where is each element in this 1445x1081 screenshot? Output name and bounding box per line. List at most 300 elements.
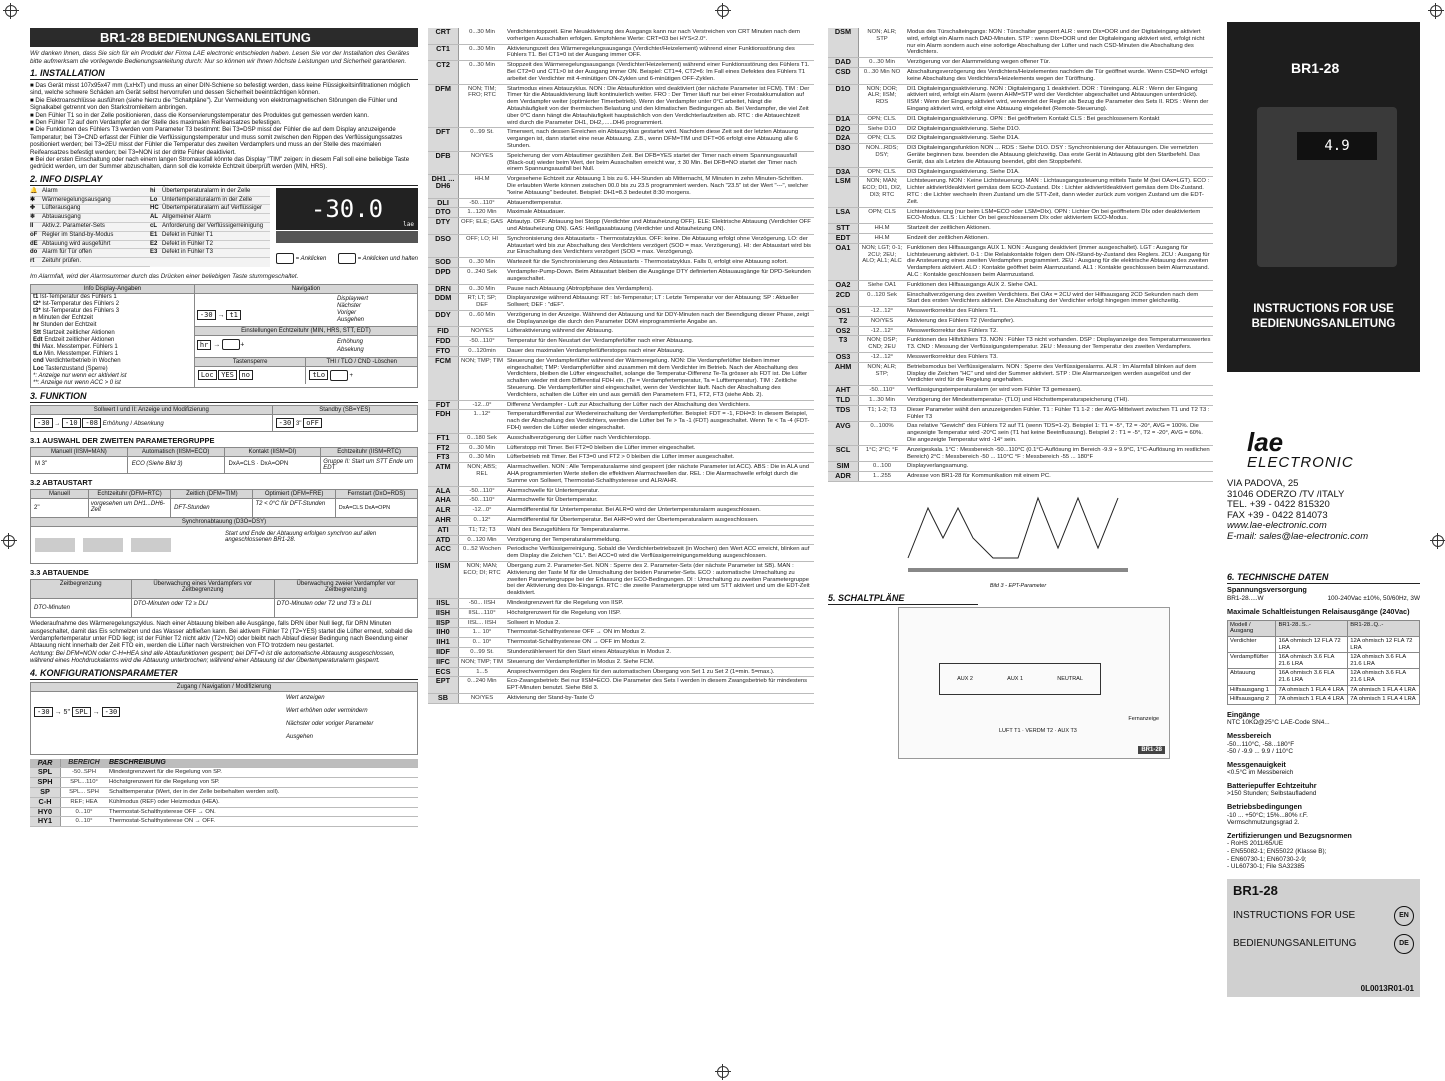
param-range: NON; ALR; STP [859, 28, 906, 58]
param-desc: Ansprechvermögen des Reglers für den automatischen Übergang von Set 1 zu Set 2 (1=min. 5=max.). [505, 667, 814, 677]
param-desc: Verdampfer-Pump-Down. Beim Abtaustart bleiben die Ausgänge DTY definierten Abtauausgänge für DPD-Sekunden ausgeschaltet. [505, 267, 814, 284]
param-code: CT2 [428, 61, 459, 84]
param-code: ALA [428, 486, 459, 496]
param-range: OPN; CLS. [859, 134, 906, 144]
eco-label: ECO (Siehe Bild 3) [131, 461, 183, 468]
param-desc: Mindestgrenzwert für die Regelung von SP. [107, 768, 418, 778]
wiring-model: BR1-28 [1138, 746, 1165, 754]
param-range: NON; TMP; TIM [459, 356, 506, 400]
param-desc: Alarmdifferential für Übertemperatur. Bei AHR=0 wird der Übertemperaturalarm ausgeschlossen. [505, 516, 814, 526]
param-row [828, 28, 1213, 58]
param-range: NON...RDS; DSY; [859, 144, 906, 167]
step-label: Nächster oder voriger Parameter [286, 720, 374, 727]
column-2 [428, 28, 814, 704]
param-code: SB [428, 693, 459, 703]
params-table-3 [828, 28, 1213, 482]
col-header: Fernstart (DxO=RDS) [336, 490, 417, 499]
col-header: PAR [30, 759, 61, 768]
param-range: NON; LGT; 0-1; 2CU; 2EU; ALO; AL1; ALC [859, 243, 906, 280]
section-tech-title: 6. TECHNISCHE DATEN [1227, 572, 1420, 584]
param-code: IISH [428, 608, 459, 618]
param-row [828, 316, 1213, 326]
param-code: D1O [828, 84, 859, 114]
param-row [828, 134, 1213, 144]
param-code: D3A [828, 167, 859, 177]
dft-label: DFT-Stunden [174, 505, 210, 512]
params-table-2 [428, 28, 814, 704]
param-desc: Kühlmodus (REF) oder Heizmodus (HEA). [107, 797, 418, 807]
legend-item: dE Abtauung wird ausgeführt [30, 241, 150, 250]
param-desc: Verdichterstoppzeit. Eine Neuaktivierung des Ausgangs kann nur nach Verstreichen von CRT Minuten nach dem vorherigen Ausschalten erfolgen. Empfohlene Werte: CRT=03 bei HYS<2.0°. [505, 28, 814, 44]
param-code: SIM [828, 462, 859, 472]
param-code: 2CD [828, 290, 859, 307]
param-range: 0...60 Min [459, 310, 506, 327]
param-code: D2A [828, 134, 859, 144]
param-desc: Lüfterstopp mit Timer. Bei FT2=0 bleiben die Lüfter immer eingeschaltet. [505, 443, 814, 453]
param-row [428, 677, 814, 694]
parameter-set-box: Manuell (IISM=MAN) M 3'' Automatisch (IISM=ECO) ECO (Siehe Bild 3) Kontakt (IISM=DI) DxA=CLS · DxA=OPN Echtzeituhr (IISM=RTC) Gruppe II: Start um STT Ende um EDT [30, 447, 418, 474]
param-range: -50...110° [459, 198, 506, 208]
param-row [428, 562, 814, 599]
param-desc: Endzeit der zeitlichen Aktionen. [905, 233, 1213, 243]
info-item: Stt Startzeit zeitlicher Aktionen [33, 329, 115, 336]
param-desc: Eco-Zwangsbetrieb: Bei nur IISM=ECO. Die Parameter des Sets I werden in diesem Zwangsbetrieb für mindestens EPT-Minuten benutzt. Siehe Bild 3. [505, 677, 814, 694]
param-range: 0...30 Min [459, 284, 506, 294]
param-row [428, 28, 814, 44]
param-row [828, 58, 1213, 68]
param-range: IISL...110° [459, 608, 506, 618]
param-range: -12...12° [859, 326, 906, 336]
param-range: T1; 1-2; T3 [859, 405, 906, 422]
param-row [428, 618, 814, 628]
param-desc: DI3 Digitaleingangsfunktion NON ... RDS : Siehe D1O. DSY : Synchronisierung der Abtauungen. Die vernetzten Geräte beginnen bzw. beenden die Abtauung gleichzeitig. Das erste Gerät in Abtauung gibt den Startbefehl. Das Gerät, das als Letztes die Abtauung beendet, gibt den Stoppbefehl. [905, 144, 1213, 167]
col-header: Optimiert (DFM=FRE) [253, 490, 334, 499]
legend-item: hi Übertemperaturalarm in der Zelle [150, 188, 270, 197]
param-code: FT2 [428, 443, 459, 453]
setpoint-header: Sollwert I und II: Anzeige und Modifizierung [31, 406, 272, 415]
param-desc: Schalttemperatur (Wert, der in der Zelle beibehalten werden soll). [107, 788, 418, 798]
param-code: ECS [428, 667, 459, 677]
cover-instructions [1227, 302, 1420, 332]
param-range: -50... IISH [459, 598, 506, 608]
param-desc: Aktivierungszeit des Wärmeregelungsausgangs (Verdichter/Heizelement) während einer Funktionsstörung des Fühlers T1. Bei CT1=0 ist der Ausgang immer OFF. [505, 44, 814, 61]
param-desc: DI1 Digitaleingangsaktivierung. NON : Digitaleingang 1 deaktiviert. DOR : Türeingang. ALR : Wenn der Eingang aktiviert wird, erfolgt ein Alarm (wenn AHM=STP wird der Verdichter abgeschaltet und Abtauungen unterdrückt). IISM : Wenn der Eingang aktiviert wird, verwendet der Regler als Bezug die Parameter des Sets II. RDS : Wenn der Eingang aktiviert wird, erfolgt eine Abtauung eingeleitet (Remote-Steuerung). [905, 84, 1213, 114]
param-desc: Pause nach Abtauung (Abtropfphase des Verdampfers). [505, 284, 814, 294]
param-desc: Alarmschwelle für Übertemperatur. [505, 496, 814, 506]
param-code: FT1 [428, 433, 459, 443]
param-row [428, 347, 814, 357]
param-code: FTO [428, 347, 459, 357]
column-1 [30, 28, 418, 827]
param-range: Siehe OA1 [859, 280, 906, 290]
param-range: 1...120 Min [459, 208, 506, 218]
info-item: cnd Verdichterbetrieb in Wochen [33, 358, 121, 365]
back-cover [1227, 879, 1420, 997]
defrost-end-box [30, 579, 418, 618]
legend-item: E2 Defekt in Fühler T2 [150, 241, 270, 250]
param-row [828, 307, 1213, 317]
param-range: 0...30 Min [459, 28, 506, 44]
ept-chart [898, 488, 1138, 578]
back-line-en: INSTRUCTIONS FOR USE [1233, 910, 1356, 922]
param-range: 0...240 Min [459, 677, 506, 694]
param-row [428, 208, 814, 218]
legend-right [150, 188, 270, 267]
param-row [828, 207, 1213, 224]
info-item: t2* Ist-Temperatur des Fühlers 2 [33, 300, 120, 307]
email-link[interactable]: E-mail: sales@lae-electronic.com [1227, 530, 1369, 542]
hold-label: = Anklicken und halten [357, 255, 418, 262]
param-row [428, 693, 814, 703]
param-code: DRN [428, 284, 459, 294]
param-range: 0...10° [61, 807, 108, 817]
param-range: 0...30 Min [459, 44, 506, 61]
param-row [30, 788, 418, 798]
crop-mark-top-center [717, 5, 729, 17]
param-desc: DI1 Digitaleingangsaktivierung. OPN : Bei geöffnetem Kontakt CLS : Bei geschlossenem Kontakt [905, 114, 1213, 124]
snowflake-icon: ✱ [30, 196, 36, 203]
nav-label: Displaywert [337, 295, 369, 302]
info-navigation-box: Info Display-Angaben t1 Ist-Temperatur des Fühlers 1 t2* Ist-Temperatur des Fühlers 2 t3* Ist-Temperatur des Fühlers 3 n Minuten der Echtzeit hr Stunden der Echtzeit Stt Startzeit zeitlicher Aktionen Edt Endzeit zeitlicher Aktionen thi Max. Messtemper. Fühlers 1 tLo Min. Messtemper. Fühlers 1 cnd Verdichterbetrieb in Wochen Loc Tastenzustand (Sperre) *: Anzeige nur wenn ecr aktiviert ist **: Anzeige nur wenn ACC > 0 ist Navigation -30 → t1 Displaywert Nächster Voriger Ausgehen Einstellungen Echtzeituhr (MIN, HRS, STT, EDT) hr → + Erhöhung Absekung Tastensperre Loc YES no THI / TLO / CND -Löschen tLo + [30, 284, 418, 389]
param-desc: Startzeit der zeitlichen Aktionen. [905, 224, 1213, 234]
param-row [828, 124, 1213, 134]
param-range: 1...255 [859, 472, 906, 482]
param-range: 0...30 Min [459, 258, 506, 268]
param-desc: DI2 Digitaleingangsaktivierung. Siehe D1A. [905, 134, 1213, 144]
fan-icon: ✤ [30, 205, 36, 212]
param-row [428, 410, 814, 433]
installation-text [30, 82, 418, 171]
param-row [428, 294, 814, 311]
param-code: DAD [828, 58, 859, 68]
param-row [828, 280, 1213, 290]
param-code: CRT [428, 28, 459, 44]
param-row [30, 778, 418, 788]
param-code: FCM [428, 356, 459, 400]
param-row [428, 638, 814, 648]
company-address: VIA PADOVA, 25 31046 ODERZO /TV /ITALY TEL. +39 - 0422 815320 FAX +39 - 0422 814073 www.lae-electronic.com E-mail: sales@lae-electronic.com [1227, 479, 1420, 542]
param-code: T2 [828, 316, 859, 326]
setpoint-box: Sollwert I und II: Anzeige und Modifizierung -30 → -10 -08 Erhöhung / Absenkung Standby (SB=YES) -30 3'' oFF [30, 405, 418, 432]
device-photo [1257, 107, 1397, 267]
param-desc: Wahl des Bezugsfühlers für Temperaturalarme. [505, 525, 814, 535]
param-code: OA1 [828, 243, 859, 280]
param-desc: Lichteraktivierung (nur beim LSM=ECO oder LSM=DIx). OPN : Lichter On bei geöffnetem DIx oder deaktiviertem ECO-Modus. CLS : Lichter On bei geschlossenem DIx oder aktiviertem ECO-Modus. [905, 207, 1213, 224]
legend-item: 🔔 Alarm [30, 188, 150, 197]
legend-item: ❄ Abtauausgang [30, 214, 150, 223]
param-code: DSM [828, 28, 859, 58]
defrost-time-label: vorgesehen um DH1...DH6-Zeit [90, 501, 165, 514]
param-code: OS2 [828, 326, 859, 336]
decrease-label: Absenkung [133, 421, 164, 428]
param-desc: Sollwert in Modus 2. [505, 618, 814, 628]
param-range: 0...52 Wochen [459, 545, 506, 562]
param-range: 0...12° [459, 516, 506, 526]
param-row [30, 807, 418, 817]
param-row [428, 44, 814, 61]
param-row [828, 326, 1213, 336]
param-code: DTO [428, 208, 459, 218]
crop-mark-right-mid [1432, 535, 1444, 547]
param-range: NON; TIM; FRO; RTC [459, 84, 506, 128]
param-code: IIFC [428, 657, 459, 667]
param-code: FDD [428, 337, 459, 347]
column-3 [828, 28, 1213, 759]
param-range: OFF; LO; HI [459, 234, 506, 257]
param-row [428, 525, 814, 535]
param-code: D2O [828, 124, 859, 134]
param-range: HH.M [859, 233, 906, 243]
step-label: Ausgehen [286, 733, 314, 740]
company-logo-sub: ELECTRONIC [1247, 454, 1354, 471]
param-row [828, 362, 1213, 385]
wiring-diagram [898, 607, 1170, 759]
section-wiring-title: 5. SCHALTPLÄNE [828, 593, 978, 605]
sync-header: Synchronabtauung (D3O=DSY) [31, 517, 417, 527]
param-range: 1...12° [459, 410, 506, 433]
param-row [428, 628, 814, 638]
param-range: 1...30 Min [859, 396, 906, 406]
nav-label: Ausgehen [337, 317, 365, 324]
param-row [428, 128, 814, 151]
param-range: NON; MAN; ECO; DI; RTC [459, 562, 506, 599]
document-code: 0L0013R01-01 [1360, 983, 1414, 993]
param-code: DLI [428, 198, 459, 208]
param-range: 0...30 Min [459, 453, 506, 463]
param-desc: Vorgesehene Echtzeit zur Abtauung 1 bis zu 6. HH-Stunden ab Mitternacht, M Minuten in zehn Minuten-Schritten. Die erlaubten Werte können zwischen 00.0 bis zu 23.5 programmiert werden. Nach "23.5" ist der Wert "---", welcher "keine Abtauung" bedeutet. Beispiel: DH1=8.3 bedeutet 8:30 morgens. [505, 175, 814, 198]
param-code: DPD [428, 267, 459, 284]
column-4 [1227, 22, 1420, 997]
param-row [428, 657, 814, 667]
col-header: BEREICH [61, 759, 108, 768]
group-label: Gruppe II: Start um STT Ende um EDT [323, 459, 413, 472]
defrost-start-box: Manuell 2'' Echtzeituhr (DFM=RTC) vorgesehen um DH1...DH6-Zeit Zeitlich (DFM=TIM) DFT-Stunden Optimiert (DFM=FRE) T2 < 0°C für DFT-Stunden Fernstart (DxO=RDS) DxA=CLS DxA=OPN Synchronabtauung (D3O=DSY) Start und Ende der Abtauung erfolgen synchron auf allen angeschlossenen BR1-28. [30, 489, 418, 564]
press-legend [276, 253, 418, 264]
info-item: t3* Ist-Temperatur des Fühlers 3 [33, 307, 120, 314]
param-row [428, 267, 814, 284]
param-code: TLD [828, 396, 859, 406]
param-code: DDY [428, 310, 459, 327]
param-code: TDS [828, 405, 859, 422]
param-code: IIH1 [428, 638, 459, 648]
param-code: CSD [828, 67, 859, 84]
param-row [428, 310, 814, 327]
step-label: Wert erhöhen oder vermindern [286, 707, 368, 714]
param-row [428, 400, 814, 410]
param-range: NON; MAN; ECO; DI1, DI2, DI3; RTC [859, 177, 906, 207]
param-desc: Maximale Abtaudauer. [505, 208, 814, 218]
section-info-display-title: 2. INFO DISPLAY [30, 174, 418, 186]
info-item: Loc Tastenzustand (Sperre) [33, 365, 108, 372]
param-desc: Differenz Verdampfer - Luft zur Abschaltung der Lüfter nach der Abschaltung des Verdichters. [505, 400, 814, 410]
legend-item: cL Anforderung der Verflüssigerreinigung [150, 223, 270, 232]
dto-label: DTO-Minuten [34, 605, 70, 612]
warning-text: Achtung: Bei DFM=NON oder C-H=HEA sind alle Abtaufunktionen gesperrt; bei DFT=0 ist die automatische Abtauung ausgeschlossen, während eines Hochdruckalarms wird die Abtauung unterbrochen; während einer Abtauung ist der Übertemperaturalarm gesperrt. [30, 649, 395, 665]
section-3-2-title: 3.2 ABTAUSTART [30, 478, 93, 488]
off-icon: oF [30, 231, 38, 238]
param-code: DTY [428, 218, 459, 235]
param-desc: Messwertkorrektur des Fühlers T2. [905, 326, 1213, 336]
param-code: AVG [828, 422, 859, 445]
section-config-title: 4. KONFIGURATIONSPARAMETER [30, 668, 418, 680]
config-access-box: Zugang / Navigation / Modifizierung -30 → 5'' SPL → -30 Wert anzeigen Wert erhöhen oder vermindern Nächster oder voriger Parameter Ausgehen [30, 682, 418, 755]
legend-item: rt Zeituhr prüfen. [30, 258, 150, 267]
website-link[interactable]: www.lae-electronic.com [1227, 520, 1327, 531]
document-title: BR1-28 BEDIENUNGSANLEITUNG [30, 28, 418, 47]
param-row [428, 535, 814, 545]
defrost-icon: ❄ [30, 214, 36, 221]
param-code: LSM [828, 177, 859, 207]
param-desc: Funktionen des Hilfsausgangs AUX 1. NON : Ausgang deaktiviert (immer ausgeschaltet). LGT : Ausgang für Lichtsteuerung aktiviert. 0-1 : Die Relaiskontakte folgen dem ON-/Stand-by-Zustand des Reglers. 2CU : Ausgang für die Ansteuerung eines zweiten Verdampfers programmiert. 2EU : Ausgang für die elektrische Abtauung des zweiten Verdampfers aktiviert. ALO : Kontakte geöffnet beim Alarmzustand. AL1 : Kontakte geschlossen beim Alarmzustand. ALC : Kontakte geschlossen beim Alarmzustand. [905, 243, 1213, 280]
param-row [828, 422, 1213, 445]
param-desc: Wartezeit für die Synchronisierung des Abtaustarts - Thermostatzyklus. Falls 0, erfolgt eine Abtauung sofort. [505, 258, 814, 268]
legend-item: E1 Defekt in Fühler T1 [150, 232, 270, 241]
param-range: -12...12° [859, 307, 906, 317]
param-range: 0...100% [859, 422, 906, 445]
param-row [828, 396, 1213, 406]
info-item: thi Max. Messtemper. Fühlers 1 [33, 343, 118, 350]
param-range: 1°C; 2°C; °F [859, 445, 906, 462]
param-range: 0...10° [61, 817, 108, 827]
param-desc: Aktivierung der Stand-by-Taste ⏻ [505, 693, 814, 703]
param-row [428, 258, 814, 268]
param-desc: Displayverlangsamung. [905, 462, 1213, 472]
param-range: HH.M [859, 224, 906, 234]
param-desc: Thermostat-Schalthysterese ON → OFF im Modus 2. [505, 638, 814, 648]
param-desc: Lüfteraktivierung während der Abtauung. [505, 327, 814, 337]
param-desc: Verzögerung vor der Alarmmeldung wegen offener Tür. [905, 58, 1213, 68]
door-icon: do [30, 249, 38, 256]
param-desc: Funktionen des Hilfsausgangs AUX 2. Siehe OA1. [905, 280, 1213, 290]
legend-item: oF Regler im Stand-by-Modus [30, 232, 150, 241]
param-range: -50...110° [459, 337, 506, 347]
decrease-label: Absekung [337, 346, 364, 353]
cover-panel [1227, 22, 1420, 372]
param-desc: Abtautyp. OFF: Abtauung bei Stopp (Verdichter und Abtauheizung OFF). ELE: Elektrische Abtauung (Verdichter OFF und Abtauheizung ON). GAS: Heißgasabtauung (Verdichter und Abtauheizung ON). [505, 218, 814, 235]
param-desc: Dieser Parameter wählt den anzuzeigenden Fühler. T1 : Fühler T1 1-2 : der AVG-Mittelwert zwischen T1 und T2 T3 : Fühler T3 [905, 405, 1213, 422]
param-row [428, 327, 814, 337]
param-range: -50..SPH [61, 768, 108, 778]
param-code: FID [428, 327, 459, 337]
param-code: C-H [30, 797, 61, 807]
param-row [428, 84, 814, 128]
param-desc: Steuerung der Verdampferlüfter während der Wärmeregelung. NON: Die Verdampferlüfter bleiben immer eingeschaltet; TMP: Verdampferlüfter sind zusammen mit dem Verdichter im Betrieb. Nach der Abschaltung des Verdichters, bleiben die Lüfter eingeschaltet, solange die Temperatur-Differenz Te-Ta grösser als FDT ist. Die Lüfter schalten wieder mit dem Differential FDH ein. (Te = Verdampfertemperatur, Ta = Lufttemperatur). TIM : Zeitliche Steuerung. Die Verdampferlüfter sind eingeschaltet, wenn der Verdichter läuft. Nach der Abschaltung des Verdichters, schalten die Lüfter ein und aus gemäß den Parametern FT1, FT2, FT3 (siehe Abb. 2). [505, 356, 814, 400]
param-desc: Messwertkorrektur des Fühlers T3. [905, 353, 1213, 363]
step-label: Wert anzeigen [286, 694, 325, 701]
clock-settings-header: Einstellungen Echtzeituhr (MIN, HRS, STT, EDT) [195, 326, 417, 336]
param-code: IISP [428, 618, 459, 628]
param-code: DFM [428, 84, 459, 128]
param-desc: Messwertkorrektur des Fühlers T1. [905, 307, 1213, 317]
info-display-block [30, 188, 418, 267]
param-desc: Alarmdifferential für Untertemperatur. Bei ALR=0 wird der Untertemperaturalarm ausgeschlossen. [505, 506, 814, 516]
legend-item: AL Allgemeiner Alarm [150, 214, 270, 223]
param-row [428, 284, 814, 294]
hand-hold-icon [338, 253, 356, 264]
crop-mark-top-right [1430, 5, 1442, 17]
param-code: CT1 [428, 44, 459, 61]
col-header: Kontakt (IISM=DI) [225, 448, 321, 457]
param-code: ATD [428, 535, 459, 545]
param-row [428, 647, 814, 657]
col-header: Zeitlich (DFM=TIM) [171, 490, 252, 499]
nav-label: Voriger [337, 309, 357, 316]
key-lock-header: Tastensperre [195, 358, 306, 367]
param-desc: Übergang zum 2. Parameter-Set. NON : Sperre des 2. Parameter-Sets (der nächste Parameter ist SB). MAN : Aktivierung der Taste M für die Umschaltung der beiden Parameter-Sets. ECO : automatische Umschaltung zu zweiten Parametergruppe bei der Erfassung der ECO-Bedingungen. DI : Umschaltung zu zweiten Parametergruppe bei der Aktivierung des Dix-Eingangs. RTC : die zweite Parametergruppe wird um STT aktiviert und um die EDT-Zeit deaktiviert. [505, 562, 814, 599]
increase-label: Erhöhung [337, 339, 364, 346]
param-desc: Funktionen des Hilfsfühlers T3. NON : Fühler T3 nicht vorhanden. DSP : Displayanzeige des Temperaturmesswertes T3. CND : Messung der Verflüssigungstemperatur. 2EU : Messung der Temperatur des zweiten Verdampfers. [905, 336, 1213, 353]
param-desc: Stundenzählerwert für den Start eines Abtauzyklus in Modus 2. [505, 647, 814, 657]
intro-text: Wir danken Ihnen, dass Sie sich für ein Produkt der Firma LAE electronic entschieden haben. Lesen Sie vor der Installation des Gerätes bitte aufmerksam die vorliegende Bedienungsanleitung durch: Nur so können wir Ihnen höchste Leistungen und Sicherheit garantieren. [30, 50, 410, 65]
param-range: SPL...110° [61, 778, 108, 788]
param-range: -50...110° [459, 496, 506, 506]
param-row [428, 443, 814, 453]
param-desc: Speicherung der vom Abtautimer gezählten Zeit. Bei DFB=YES startet der Timer nach einem Spannungsausfall (Black-out) wieder beim Wert, der beim Ausschalten erreicht war, ± 30 Min. Bei DFB=NO startet der Timer nach einem Spannungsausfall bei Null. [505, 151, 814, 174]
param-row [428, 433, 814, 443]
display-buttons [276, 231, 418, 243]
param-range: NO/YES [459, 327, 506, 337]
param-range: OFF; ELE; GAS [459, 218, 506, 235]
param-row [428, 506, 814, 516]
param-row [828, 144, 1213, 167]
company-logo: lae [1247, 427, 1284, 457]
param-row [428, 218, 814, 235]
param-desc: Temperaturdifferential zur Wiedereinschaltung der Verdampferlüfter. Beispiel: FDT = -1, FDH=3: In diesem Beispiel, nach der Abschaltung des Verdichters, werden die Lüfter bei Te > Ta -1 (FDT) ausgeschaltet. Wenn Te < Ta -4 (FDT-FDH) werden die Lüfter wieder eingeschaltet. [505, 410, 814, 433]
param-range: IISL... IISH [459, 618, 506, 628]
param-code: AHT [828, 386, 859, 396]
installation-line: ■ Die Elektroanschlüsse ausführen (siehe hierzu die "Schaltpläne"). Zur Vermeidung von elektromagnetischen Störungen die Fühler und Signalkabel getrennt von den Starkstromleitern anbringen. [30, 96, 398, 112]
param-desc: Periodische Verflüssigerreinigung. Sobald die Verdichterbetriebszeit (in Wochen) den Wert ACC erreicht, blinken auf dem Display die Zeichen "CL". Bei ACC=0 wird die Verflüssigerreinigungsmeldung ausgeschlossen. [505, 545, 814, 562]
param-code: D1A [828, 114, 859, 124]
info-item: Edt Endzeit zeitlicher Aktionen [33, 336, 115, 343]
col-header: BESCHREIBUNG [107, 759, 418, 768]
crop-mark-bottom-center [717, 1066, 729, 1078]
param-row [828, 224, 1213, 234]
param-code: SCL [828, 445, 859, 462]
legend-left [30, 188, 150, 267]
param-row [428, 337, 814, 347]
param-code: HY1 [30, 817, 61, 827]
cover-title-en: INSTRUCTIONS FOR USE [1253, 303, 1394, 315]
param-range: OPN; CLS. [859, 167, 906, 177]
increase-label: Erhöhung [102, 421, 129, 428]
col-header: Manuell (IISM=MAN) [31, 448, 127, 457]
param-row [828, 462, 1213, 472]
reset-header: THI / TLO / CND -Löschen [306, 358, 417, 367]
param-range: HH.M [459, 175, 506, 198]
back-model: BR1-28 [1233, 882, 1278, 898]
param-code: SPL [30, 768, 61, 778]
param-range: -12...12° [859, 353, 906, 363]
param-desc: Steuerung der Verdampferlüfter in Modus 2. Siehe FCM. [505, 657, 814, 667]
param-range: 0...120 Min [459, 535, 506, 545]
param-range: 0...180 Sek [459, 433, 506, 443]
cover-model: BR1-28 [1291, 60, 1340, 76]
param-desc: Betriebsmodus bei Verflüssigeralarm. NON : Sperre des Verflüssigeralarms. ALR : Im Alarmfall blinken auf dem Display die Zeichen "HC" und wird der Summer aktiviert. STP : Die Alarmanzeigen werden ausgelöst und der Verdichter wird für die Regelung angehalten. [905, 362, 1213, 385]
param-desc: DI2 Digitaleingangsaktivierung. Siehe D1O. [905, 124, 1213, 134]
lang-en-badge: EN [1394, 906, 1414, 926]
section-installation-title: 1. INSTALLATION [30, 68, 418, 80]
param-desc: Displayanzeige während Abtauung: RT : Ist-Temperatur; LT : Letzte Temperatur vor der Abtauung; SP : Aktueller Sollwert; DEF : "dEF". [505, 294, 814, 311]
param-desc: Höchstgrenzwert für die Regelung von IISP. [505, 608, 814, 618]
info-item: tLo Min. Messtemper. Fühlers 1 [33, 351, 119, 358]
param-desc: Synchronisierung des Abtaustarts - Thermostatzyklus. OFF: keine. Die Abtauung erfolgt ohne Verzögerung. LO: der Abtaustart wird bis zur Abschaltung des Verdichters verzögert (SOD = max. Verzögerung). HI: der Abtaustart wird bis zur Einschaltung des Verdichters verzögert (SOD = max. Verzögerung). [505, 234, 814, 257]
param-row [828, 290, 1213, 307]
param-range: 0...120 Sek [859, 290, 906, 307]
param-code: IISM [428, 562, 459, 599]
param-code: IISL [428, 598, 459, 608]
param-code: FDH [428, 410, 459, 433]
